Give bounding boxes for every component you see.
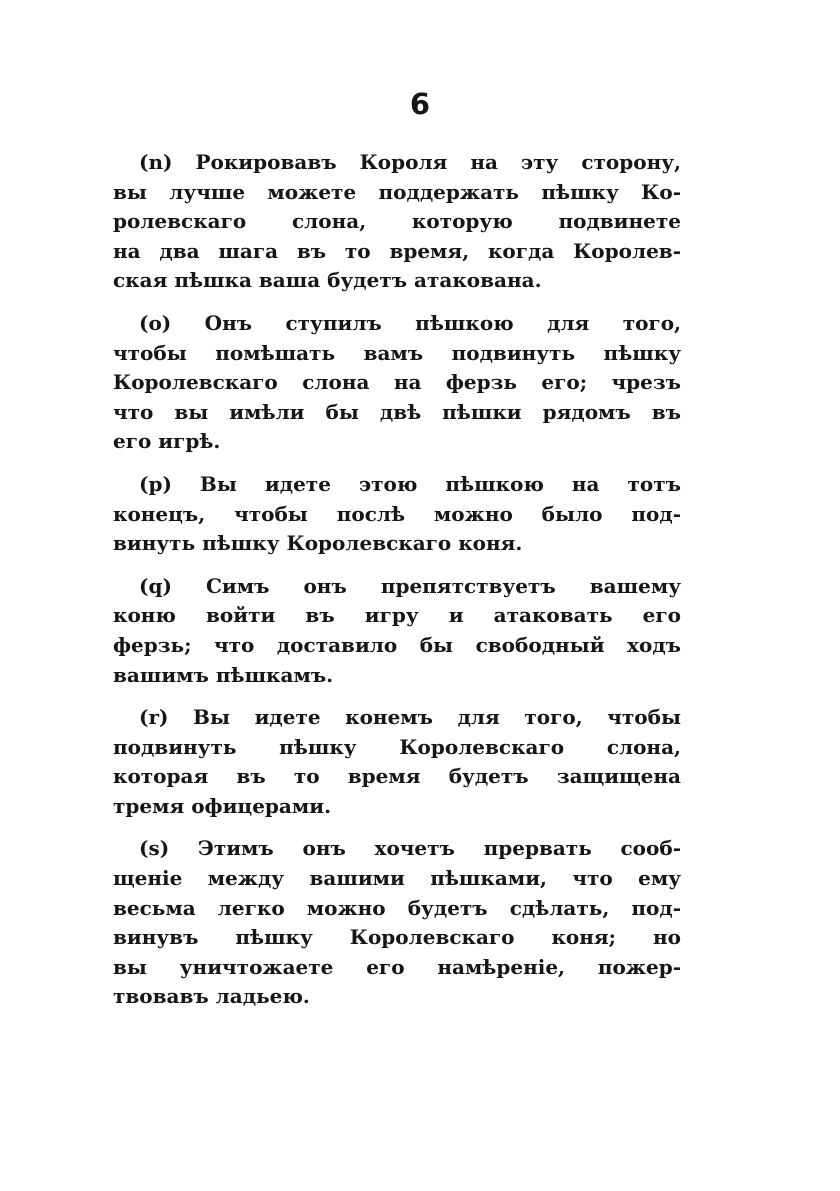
text-line: что вы имѣли бы двѣ пѣшки рядомъ въ — [113, 399, 681, 424]
text-line: винувъ пѣшку Королевскаго коня; но — [113, 925, 681, 950]
text-line: Королевскаго слона на ферзь его; чрезъ — [113, 370, 681, 395]
text-line: конецъ, чтобы послѣ можно было под- — [113, 501, 681, 526]
text-line: вы уничтожаете его намѣреніе, пожер- — [113, 954, 681, 979]
text-line: коню войти въ игру и атаковать его — [113, 603, 681, 628]
text-block — [113, 148, 681, 1025]
text-line: твовавъ ладьею. — [113, 984, 310, 1009]
text-line: (o) Онъ ступилъ пѣшкою для того, — [139, 310, 681, 335]
footnote-n — [113, 148, 681, 296]
footnote-r — [113, 703, 681, 821]
text-line: ская пѣшка ваша будетъ атакована. — [113, 268, 542, 293]
text-line: винуть пѣшку Королевскаго коня. — [113, 531, 523, 556]
footnote-q — [113, 572, 681, 690]
footnote-p — [113, 470, 681, 559]
text-line: весьма легко можно будетъ сдѣлать, под- — [113, 895, 681, 920]
text-line: ролевскаго слона, которую подвинете — [113, 209, 681, 234]
text-line: на два шага въ то время, когда Королев- — [113, 238, 681, 263]
text-line: (r) Вы идете конемъ для того, чтобы — [139, 705, 681, 730]
text-line: (q) Симъ онъ препятствуетъ вашему — [139, 573, 681, 598]
text-line: чтобы помѣшать вамъ подвинуть пѣшку — [113, 340, 681, 365]
text-line: щеніе между вашими пѣшками, что ему — [113, 866, 681, 891]
text-line: ферзь; что доставило бы свободный ходъ — [113, 632, 681, 657]
footnote-o — [113, 309, 681, 457]
text-line: тремя офицерами. — [113, 793, 332, 818]
text-line: (p) Вы идете этою пѣшкою на тотъ — [139, 471, 681, 496]
text-line: вы лучше можете поддержать пѣшку Ко- — [113, 179, 681, 204]
text-line: вашимъ пѣшкамъ. — [113, 662, 334, 687]
text-line: его игрѣ. — [113, 429, 221, 454]
text-line: (s) Этимъ онъ хочетъ прервать сооб- — [139, 836, 681, 861]
text-line: которая въ то время будетъ защищена — [113, 764, 681, 789]
text-line: подвинуть пѣшку Королевскаго слона, — [113, 734, 681, 759]
text-line: (n) Рокировавъ Короля на эту сторону, — [139, 150, 681, 174]
page-number: 6 — [409, 87, 431, 121]
footnote-s — [113, 834, 681, 1012]
